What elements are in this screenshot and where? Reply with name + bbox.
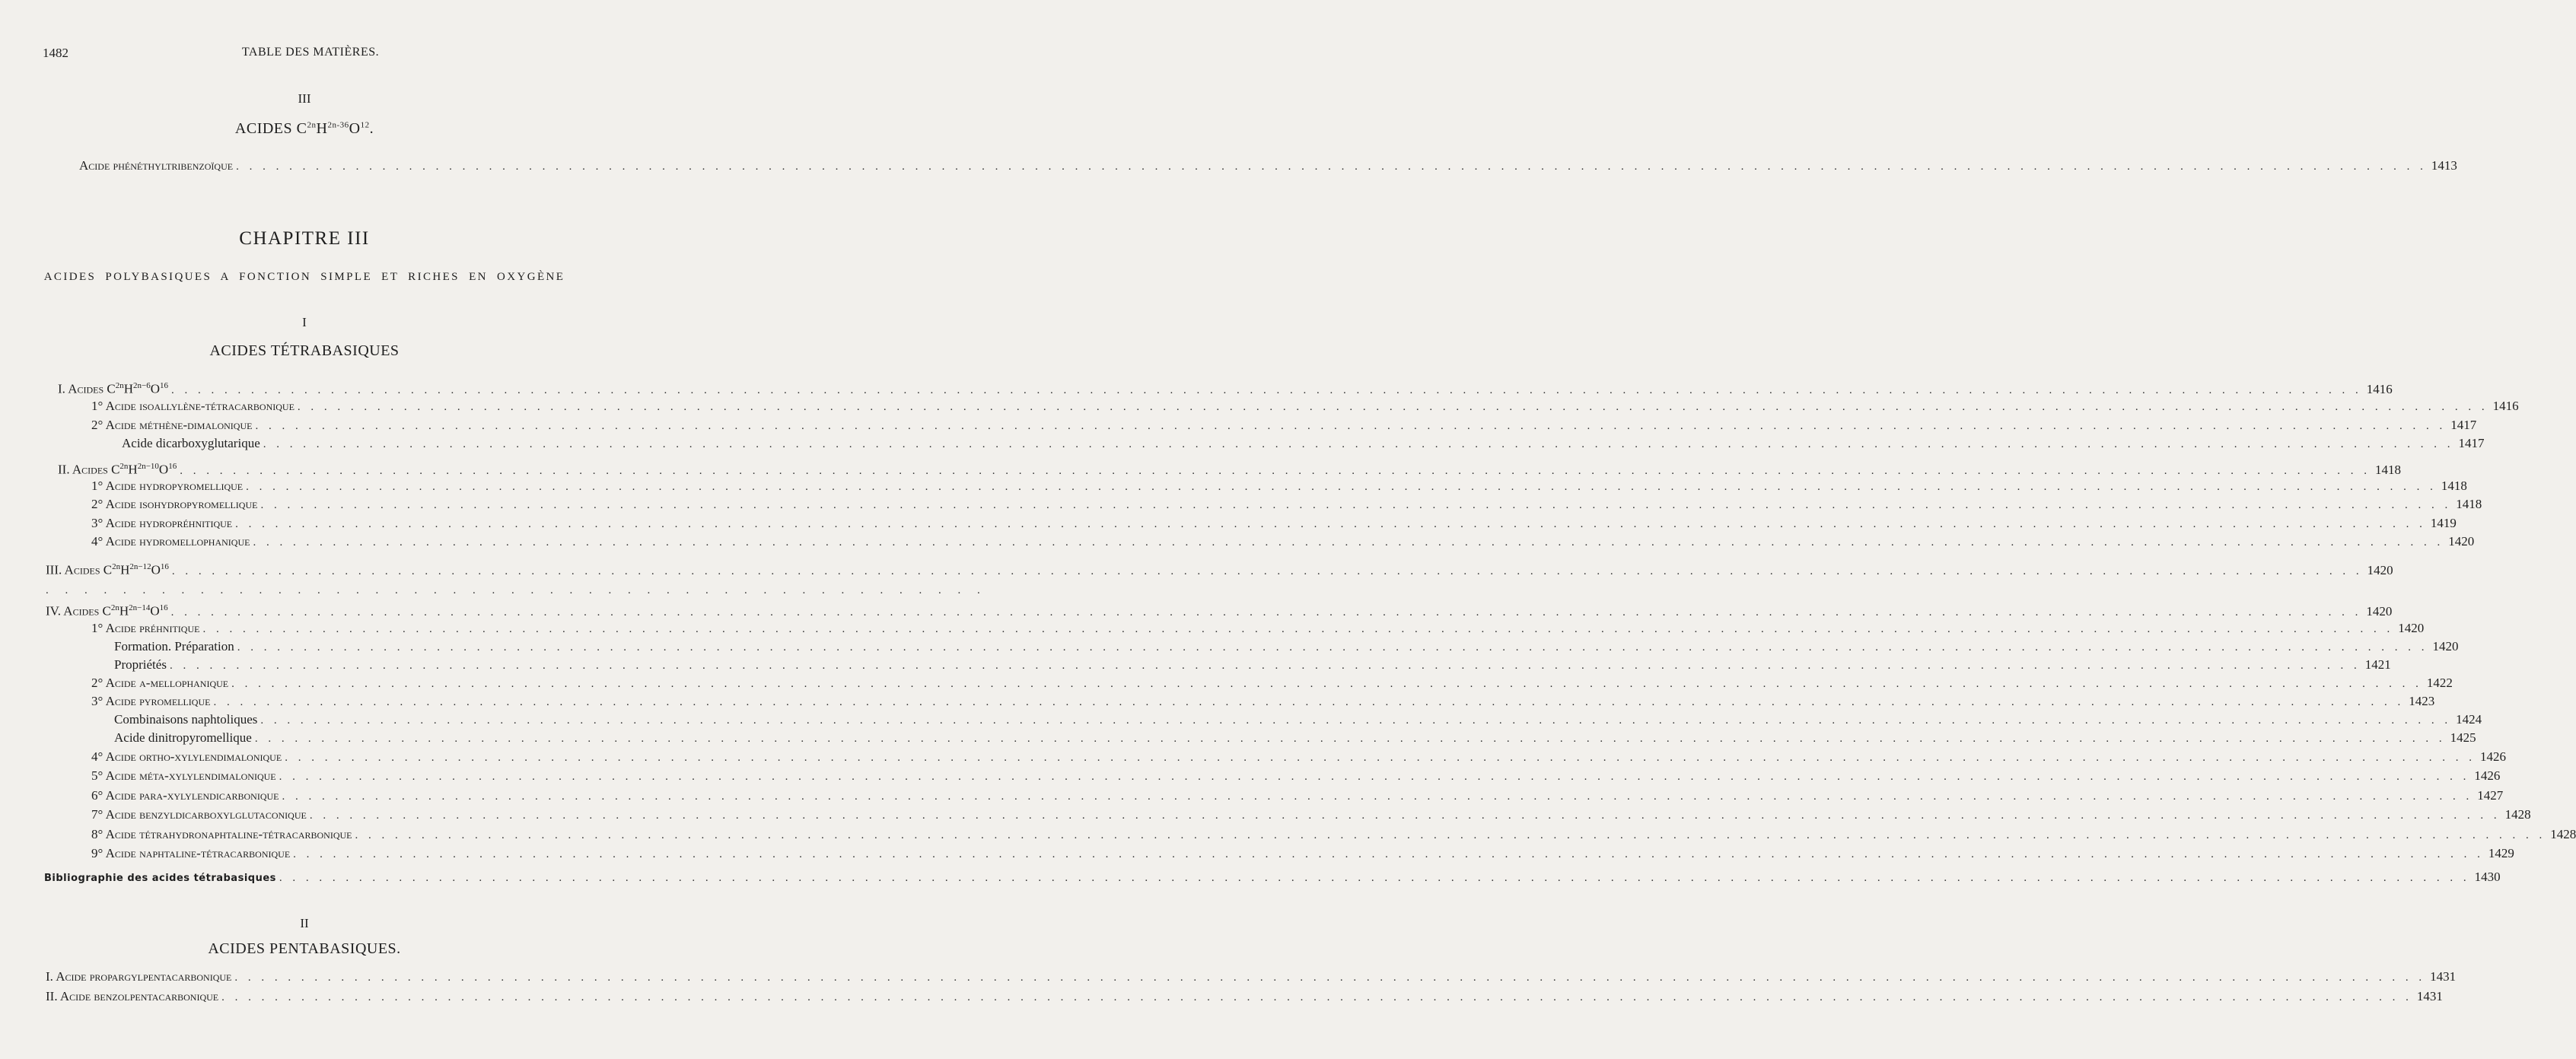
toc-group[interactable] [46,599,2393,619]
toc-entry[interactable] [46,968,2457,986]
section-heading: ACIDES TÉTRABASIQUES [209,342,400,359]
leader-dots [231,675,2422,693]
toc-entry-page: 1418 [2374,462,2401,477]
toc-entry-page: 1413 [2431,158,2457,173]
toc-entry-page: 1422 [2426,676,2453,690]
toc-group[interactable] [58,377,2393,396]
toc-entry-label: 2° Acide méthène-dimalonique [91,418,253,432]
toc-entry-label: 3° Acide pyromellique [91,694,211,708]
toc-entry-page: 1417 [2458,436,2485,450]
leader-dots [202,620,2393,638]
section-heading: ACIDES $C^{2n}H^{2n-36}O^{12}$. [234,120,374,137]
toc-entry-label: 1° Acide hydropyromellique [91,479,244,493]
leader-dots [310,806,2501,825]
toc-entry-page: 1420 [2366,603,2393,619]
leader-dots [234,968,2425,987]
toc-entry[interactable] [46,987,2443,1006]
toc-entry[interactable] [114,729,2476,747]
toc-group[interactable] [46,558,2393,577]
toc-entry[interactable] [91,477,2467,495]
toc-entry[interactable] [122,434,2485,453]
running-title: TABLE DES MATIÈRES. [241,46,380,59]
leader-dots [293,845,2484,863]
leader-dots [236,157,2427,176]
toc-entry[interactable] [114,638,2459,656]
leader-dots [255,730,2446,748]
toc-entry-page: 1420 [2432,639,2459,654]
leader-dots [235,515,2426,533]
toc-entry-label: Acide dinitropyromellique [114,730,252,745]
toc-entry-page: 1416 [2366,381,2393,396]
leader-dots [279,869,2470,887]
toc-entry-label: 4° Acide hydromellophanique [91,534,250,549]
toc-entry-label: 8° Acide tétrahydronaphtaline-tétracarbonique [91,827,352,841]
toc-entry-page: 1418 [2441,479,2467,493]
toc-entry-page: 1420 [2398,621,2425,635]
toc-entry-page: 1428 [2550,827,2576,841]
toc-entry-label: Combinaisons naphtoliques [114,712,258,727]
toc-entry-page: 1426 [2474,768,2501,783]
leader-dots [221,988,2412,1007]
toc-entry-page: 1419 [2430,516,2457,530]
leader-dots [213,693,2404,711]
toc-entry-label: Acide dicarboxyglutarique [122,436,260,450]
toc-entry-label: 1° Acide isoallylène-tétracarbonique [91,399,295,413]
section-numeral: I [302,315,307,329]
toc-entry-page: 1417 [2450,418,2477,432]
toc-entry-label: 7° Acide benzyldicarboxylglutaconique [91,807,307,822]
toc-entry-page: 1430 [2474,870,2501,884]
toc-entry-label: 3° Acide hydropréhnitique [91,516,233,530]
toc-entry-label: Propriétés [114,657,167,672]
section-heading: ACIDES PENTABASIQUES. [208,940,401,957]
toc-entry-page: 1426 [2479,749,2506,764]
toc-entry[interactable] [114,656,2391,674]
toc-entry-page: 1423 [2409,694,2435,708]
toc-entry[interactable] [91,825,2576,844]
toc-entry-page: 1431 [2430,969,2457,984]
toc-entry-page: 1420 [2448,534,2475,549]
toc-entry-page: 1421 [2364,657,2391,672]
toc-entry[interactable] [91,787,2504,805]
section-numeral: III [298,91,311,106]
leader-dots [282,787,2473,806]
leader-dots [260,496,2451,514]
toc-entry-label: 5° Acide méta-xylylendimalonique [91,768,276,783]
toc-entry[interactable] [91,844,2514,863]
toc-entry-page: 1425 [2450,730,2476,745]
chapter-subtitle: ACIDES POLYBASIQUES A FONCTION SIMPLE ET RICHES EN OXYGÈNE [43,271,565,283]
toc-entry[interactable] [91,767,2501,785]
toc-entry-page: 1420 [2367,562,2393,577]
toc-entry-label: 4° Acide ortho-xylylendimalonique [91,749,282,764]
leader-dots [298,398,2488,416]
toc-entry-label: 2° Acide isohydropyromellique [91,497,258,511]
toc-entry[interactable] [91,416,2477,434]
leader-dots [246,478,2437,496]
toc-group-label: III. Acides $C^{2n}H^{2n-12}O^{16}$ [46,562,169,577]
toc-group[interactable] [58,457,2401,477]
leader-dots [255,417,2446,435]
leader-dots [279,768,2470,786]
chapter-title: CHAPITRE III [239,228,370,249]
leader-dots [263,435,2454,453]
page-header [43,46,578,64]
leader-dots [253,533,2444,552]
toc-entry-label: Acide phénéthyltribenzoïque [79,158,234,173]
toc-entry[interactable] [91,533,2475,551]
toc-entry[interactable] [91,619,2425,638]
toc-group-label: II. Acides $C^{2n}H^{2n-10}O^{16}$ [58,462,177,477]
toc-entry-page: 1428 [2504,807,2531,822]
toc-entry-page: 1416 [2492,399,2519,413]
toc-entry-page: 1427 [2477,788,2504,803]
bibliography-label: Bibliographie des acides tétrabasiques [44,873,276,884]
toc-entry[interactable] [91,748,2506,766]
leader-dots [355,826,2546,844]
section-numeral: II [300,916,309,930]
toc-entry-label: 9° Acide naphtaline-tétracarbonique [91,846,291,860]
toc-entry[interactable] [91,514,2457,533]
toc-entry-page: 1424 [2456,712,2482,727]
toc-entry-label: II. Acide benzolpentacarbonique [46,989,219,1003]
page-number: 1482 [43,46,68,60]
leader-dots [285,749,2476,767]
toc-entry-page: 1429 [2488,846,2514,860]
toc-entry-label: 1° Acide préhnitique [91,621,200,635]
bibliography-entry[interactable] [44,868,2501,886]
leader-dots [172,562,2363,580]
toc-entry[interactable] [91,397,2519,415]
toc-entry-label: 6° Acide para-xylylendicarbonique [91,788,279,803]
toc-entry-label: 2° Acide α-mellophanique [91,676,229,690]
toc-entry-page: 1418 [2456,497,2482,511]
toc-entry-label: I. Acide propargylpentacarbonique [46,969,232,984]
toc-group-label: IV. Acides $C^{2n}H^{2n-14}O^{16}$ [46,603,168,619]
leader-dots [170,657,2361,675]
toc-entry[interactable] [79,157,2457,175]
toc-entry-label: Formation. Préparation [114,639,234,654]
toc-entry[interactable] [91,495,2482,514]
toc-entry[interactable] [91,692,2435,711]
leader-dots [237,638,2428,657]
toc-entry[interactable] [114,711,2482,729]
toc-entry-page: 1431 [2416,989,2443,1003]
toc-entry[interactable] [91,674,2453,692]
leader-dots [260,711,2451,730]
toc-group-label: I. Acides $C^{2n}H^{2n-6}O^{16}$ [58,381,169,396]
toc-entry[interactable] [91,806,2531,824]
dotted-separator: . . . . . . . . . . . . . . . . . . . . . . . . . . . . . . . . . . . . . . . . . . . . . . . . . [46,584,987,596]
